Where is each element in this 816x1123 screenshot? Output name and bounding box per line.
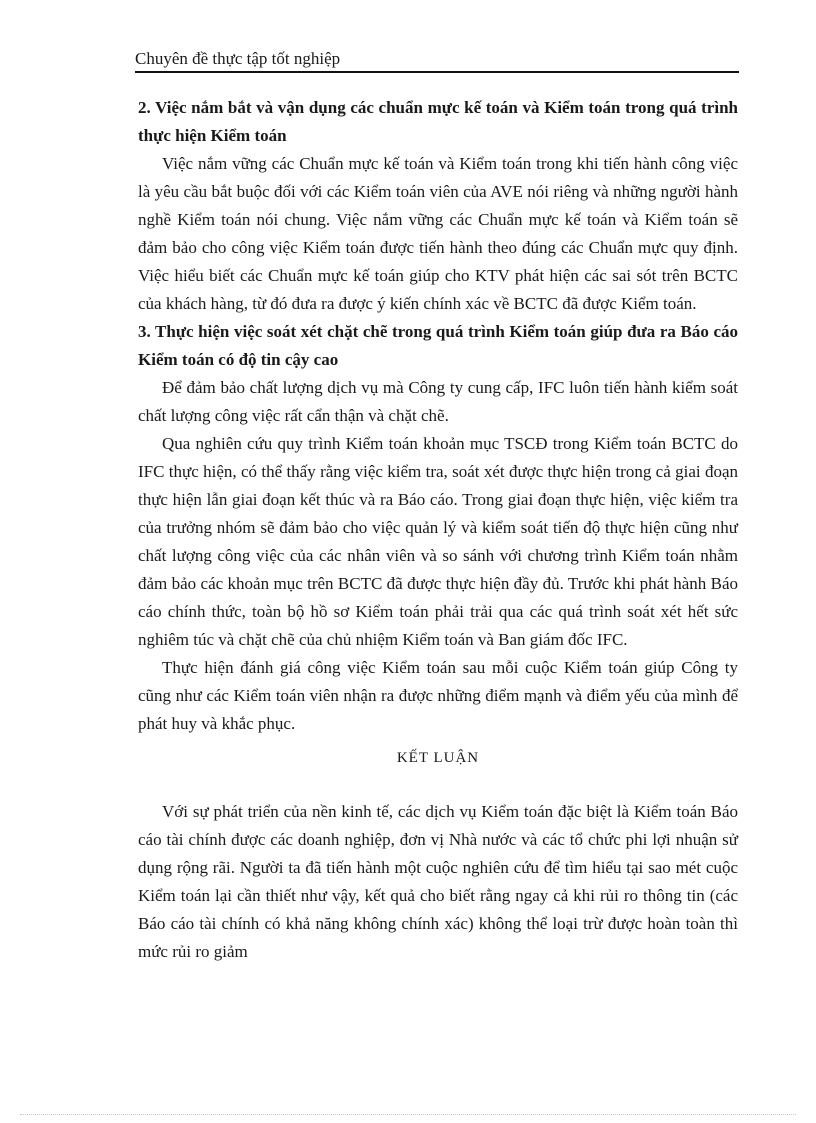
section-3-paragraph-3: Thực hiện đánh giá công việc Kiểm toán sau mỗi cuộc Kiểm toán giúp Công ty cũng như các Kiểm toán viên nhận ra được những điểm mạnh và điểm yếu của mình để phát huy và khắc phục. xyxy=(138,658,738,733)
section-3-paragraph-1: Để đảm bảo chất lượng dịch vụ mà Công ty cung cấp, IFC luôn tiến hành kiểm soát chất lượng công việc rất cẩn thận và chặt chẽ. xyxy=(138,378,738,425)
section-2-paragraph: Việc nắm vững các Chuẩn mực kế toán và Kiểm toán trong khi tiến hành công việc là yêu cầu bắt buộc đối với các Kiểm toán viên của AVE nói riêng và những người hành nghề Kiểm toán nói chung. Việc nắm vững các Chuẩn mực kế toán và Kiểm toán sẽ đảm bảo cho công việc Kiểm toán được tiến hành theo đúng các Chuẩn mực quy định. Việc hiểu biết các Chuẩn mực kế toán giúp cho KTV phát hiện các sai sót trên BCTC của khách hàng, từ đó đưa ra được ý kiến chính xác về BCTC đã được Kiểm toán. xyxy=(138,154,738,313)
section-2-heading: 2. Việc nắm bắt và vận dụng các chuẩn mực kế toán và Kiểm toán trong quá trình thực hiện Kiểm toán xyxy=(138,98,738,145)
conclusion-title: KẾT LUẬN xyxy=(396,750,480,766)
section-3-heading: 3. Thực hiện việc soát xét chặt chẽ trong quá trình Kiểm toán giúp đưa ra Báo cáo Kiểm toán có độ tin cậy cao xyxy=(138,322,738,369)
document-body xyxy=(138,94,738,966)
conclusion-paragraph: Với sự phát triển của nền kinh tế, các dịch vụ Kiểm toán đặc biệt là Kiểm toán Báo cáo tài chính được các doanh nghiệp, đơn vị Nhà nước và các tổ chức phi lợi nhuận sử dụng rộng rãi. Người ta đã tiến hành một cuộc nghiên cứu để tìm hiểu tại sao mét cuộc Kiểm toán lại cần thiết như vậy, kết quả cho biết rằng ngay cả khi rủi ro thông tin (các Báo cáo tài chính có khả năng không chính xác) không thể loại trừ được hoàn toàn thì mức rủi ro giảm xyxy=(138,802,738,961)
page-bottom-divider xyxy=(20,1114,796,1115)
page-header: Chuyên đề thực tập tốt nghiệp xyxy=(135,48,739,73)
section-3-paragraph-2: Qua nghiên cứu quy trình Kiểm toán khoản mục TSCĐ trong Kiểm toán BCTC do IFC thực hiện, có thể thấy rằng việc kiểm tra, soát xét được thực hiện trong cả giai đoạn thực hiện lẫn giai đoạn kết thúc và ra Báo cáo. Trong giai đoạn thực hiện, việc kiểm tra của trưởng nhóm sẽ đảm bảo cho việc quản lý và kiểm soát tiến độ thực hiện cũng như chất lượng công việc của các nhân viên và so sánh với chương trình Kiểm toán nhằm đảm bảo các khoản mục trên BCTC đã được thực hiện đầy đủ. Trước khi phát hành Báo cáo chính thức, toàn bộ hồ sơ Kiểm toán phải trải qua các quá trình soát xét hết sức nghiêm túc và chặt chẽ của chủ nhiệm Kiểm toán và Ban giám đốc IFC. xyxy=(138,434,738,649)
